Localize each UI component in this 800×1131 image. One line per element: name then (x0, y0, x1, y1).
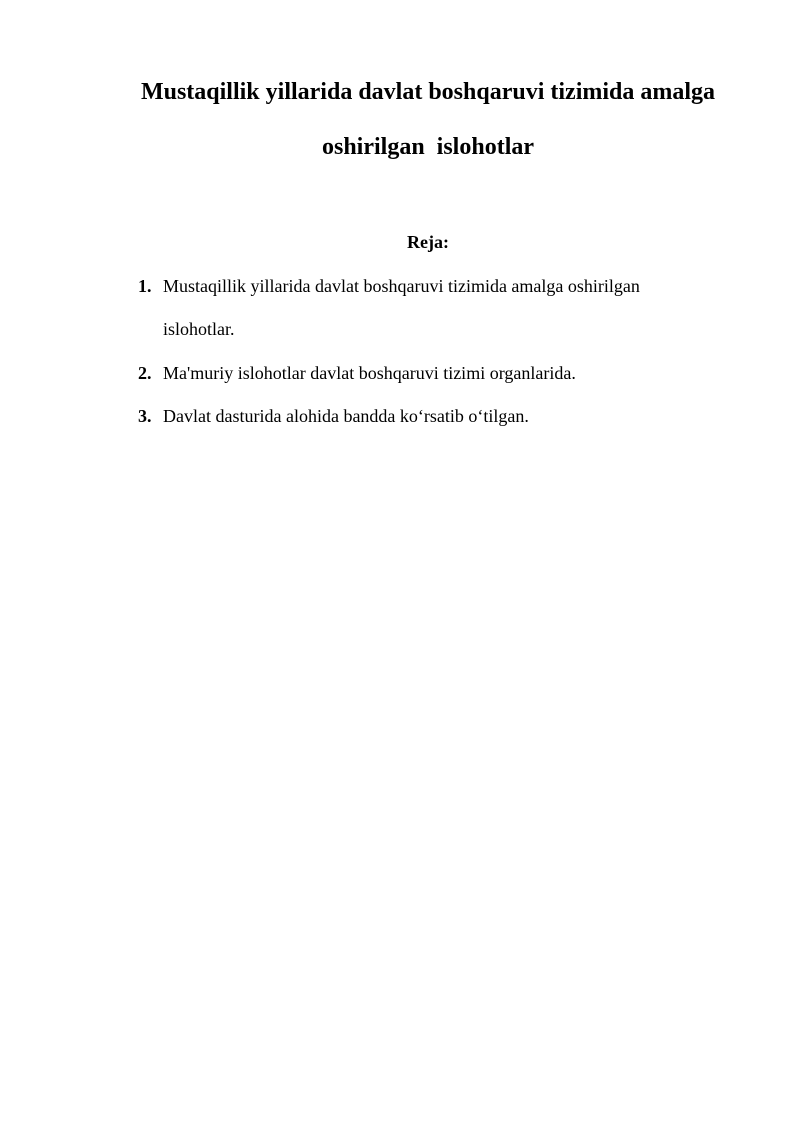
plan-item-text: Mustaqillik yillarida davlat boshqaruvi tizimida amalga oshirilgan (163, 276, 640, 296)
document-title-line-2: oshirilgan islohotlar (321, 134, 535, 160)
plan-item-text: Davlat dasturida alohida bandda ko‘rsatib o‘tilgan. (163, 406, 529, 426)
document-title-line-1: Mustaqillik yillarida davlat boshqaruvi tizimida amalga (140, 79, 716, 105)
plan-item-text: Ma'muriy islohotlar davlat boshqaruvi tizimi organlarida. (163, 363, 576, 383)
plan-heading: Reja: (407, 232, 449, 252)
plan-item-number: 1. (138, 276, 152, 296)
plan-item-number: 3. (138, 406, 152, 426)
plan-item-number: 2. (138, 363, 152, 383)
plan-item-text-continuation: islohotlar. (163, 319, 235, 339)
